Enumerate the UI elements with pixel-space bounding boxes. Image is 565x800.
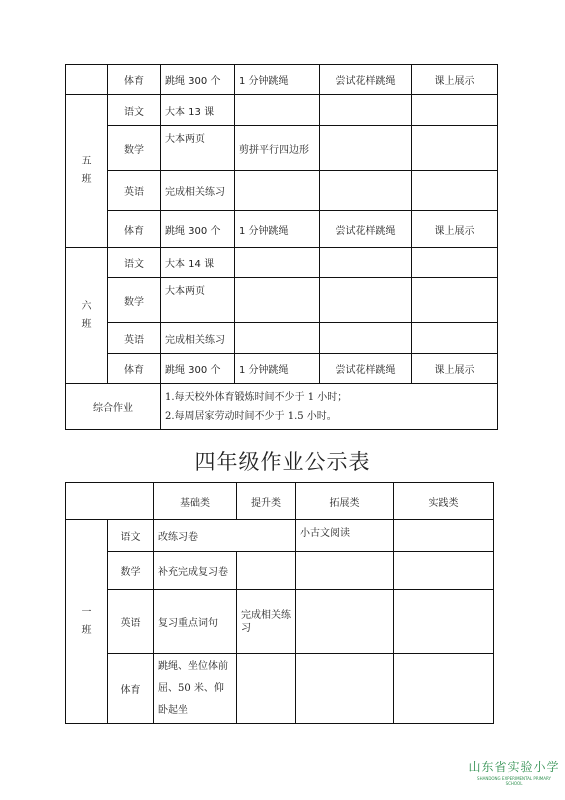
- comprehensive-line-1: 1.每天校外体育锻炼时间不少于 1 小时；: [165, 391, 348, 403]
- table-row: [66, 278, 498, 323]
- advanced-cell: 1 分钟跳绳: [235, 211, 320, 248]
- subject-cell: 数学: [108, 126, 161, 171]
- practice-cell: 课上展示: [412, 65, 498, 95]
- advanced-cell: [237, 654, 296, 724]
- subject-cell: 语文: [108, 520, 154, 552]
- header-advanced: 提升类: [237, 483, 296, 520]
- basic-cell: 跳绳 300 个: [161, 211, 235, 248]
- class-label-5: 五 班: [66, 95, 108, 248]
- practice-cell: [394, 590, 494, 654]
- table-row: [66, 126, 498, 171]
- practice-cell: 课上展示: [412, 211, 498, 248]
- advanced-cell: [235, 323, 320, 354]
- practice-cell: [394, 520, 494, 552]
- school-name-en: SHANDONG EXPERIMENTAL PRIMARY SCHOOL: [477, 776, 551, 786]
- page-title: 四年级作业公示表: [194, 450, 371, 474]
- header-extension: 拓展类: [296, 483, 394, 520]
- advanced-cell: [235, 278, 320, 323]
- header-row: [66, 483, 494, 520]
- advanced-cell: 完成相关练习: [237, 590, 296, 654]
- extension-cell: [320, 248, 412, 278]
- advanced-cell: 1 分钟跳绳: [235, 354, 320, 384]
- table-row: [66, 384, 498, 430]
- subject-cell: 体育: [108, 65, 161, 95]
- subject-cell: 英语: [108, 171, 161, 211]
- extension-cell: [320, 278, 412, 323]
- extension-cell: [320, 323, 412, 354]
- basic-cell: 完成相关练习: [161, 171, 235, 211]
- corner-cell: [66, 483, 154, 520]
- grade4-homework-table: [65, 482, 494, 724]
- practice-cell: [394, 552, 494, 590]
- comprehensive-label: 综合作业: [66, 384, 161, 430]
- practice-cell: [412, 323, 498, 354]
- extension-cell: [320, 126, 412, 171]
- class-label-1: 一 班: [66, 520, 108, 724]
- extension-cell: [296, 590, 394, 654]
- basic-cell: 跳绳 300 个: [161, 354, 235, 384]
- practice-cell: 课上展示: [412, 354, 498, 384]
- table-row: [66, 248, 498, 278]
- extension-cell: [320, 95, 412, 126]
- class-label-6: 六 班: [66, 248, 108, 384]
- table-row: [66, 354, 498, 384]
- subject-cell: 语文: [108, 248, 161, 278]
- table-row: [66, 211, 498, 248]
- table-row: [66, 65, 498, 95]
- basic-cell: 复习重点词句: [154, 590, 237, 654]
- school-name-zh: 山东省实验小学: [468, 760, 560, 774]
- extension-cell: [296, 654, 394, 724]
- subject-cell: 体育: [108, 211, 161, 248]
- basic-cell: 补充完成复习卷: [154, 552, 237, 590]
- advanced-cell: [237, 552, 296, 590]
- basic-cell: 大本 13 课: [161, 95, 235, 126]
- basic-cell: 跳绳 300 个: [161, 65, 235, 95]
- basic-cell: 改练习卷: [154, 520, 296, 552]
- subject-cell: 英语: [108, 590, 154, 654]
- subject-cell: 体育: [108, 354, 161, 384]
- table-row: [66, 323, 498, 354]
- advanced-cell: [235, 171, 320, 211]
- practice-cell: [412, 126, 498, 171]
- table-row: [66, 590, 494, 654]
- advanced-cell: [235, 95, 320, 126]
- subject-cell: 体育: [108, 654, 154, 724]
- basic-cell: 大本两页: [161, 126, 235, 171]
- extension-cell: 尝试花样跳绳: [320, 65, 412, 95]
- subject-cell: 数学: [108, 552, 154, 590]
- table-row: [66, 171, 498, 211]
- advanced-cell: 剪拼平行四边形: [235, 126, 320, 171]
- basic-cell: 完成相关练习: [161, 323, 235, 354]
- subject-cell: 英语: [108, 323, 161, 354]
- comprehensive-line-2: 2.每周居家劳动时间不少于 1.5 小时。: [165, 410, 337, 422]
- comprehensive-content: [161, 384, 498, 430]
- extension-cell: [296, 552, 394, 590]
- extension-cell: 尝试花样跳绳: [320, 354, 412, 384]
- table-row: [66, 654, 494, 724]
- practice-cell: [412, 95, 498, 126]
- class-label-cell: [66, 65, 108, 95]
- subject-cell: 数学: [108, 278, 161, 323]
- subject-cell: 语文: [108, 95, 161, 126]
- grade-homework-table-continued: [65, 64, 498, 430]
- extension-cell: [320, 171, 412, 211]
- practice-cell: [412, 278, 498, 323]
- header-basic: 基础类: [154, 483, 237, 520]
- advanced-cell: [235, 248, 320, 278]
- basic-cell: 大本两页: [161, 278, 235, 323]
- basic-cell: 大本 14 课: [161, 248, 235, 278]
- advanced-cell: 1 分钟跳绳: [235, 65, 320, 95]
- header-practice: 实践类: [394, 483, 494, 520]
- practice-cell: [394, 654, 494, 724]
- practice-cell: [412, 171, 498, 211]
- practice-cell: [412, 248, 498, 278]
- table-row: [66, 520, 494, 552]
- extension-cell: 尝试花样跳绳: [320, 211, 412, 248]
- extension-cell: 小古文阅读: [296, 520, 394, 552]
- table-row: [66, 95, 498, 126]
- table-row: [66, 552, 494, 590]
- basic-cell: 跳绳、坐位体前屈、50 米、仰卧起坐: [154, 654, 237, 724]
- school-logo: [468, 758, 560, 786]
